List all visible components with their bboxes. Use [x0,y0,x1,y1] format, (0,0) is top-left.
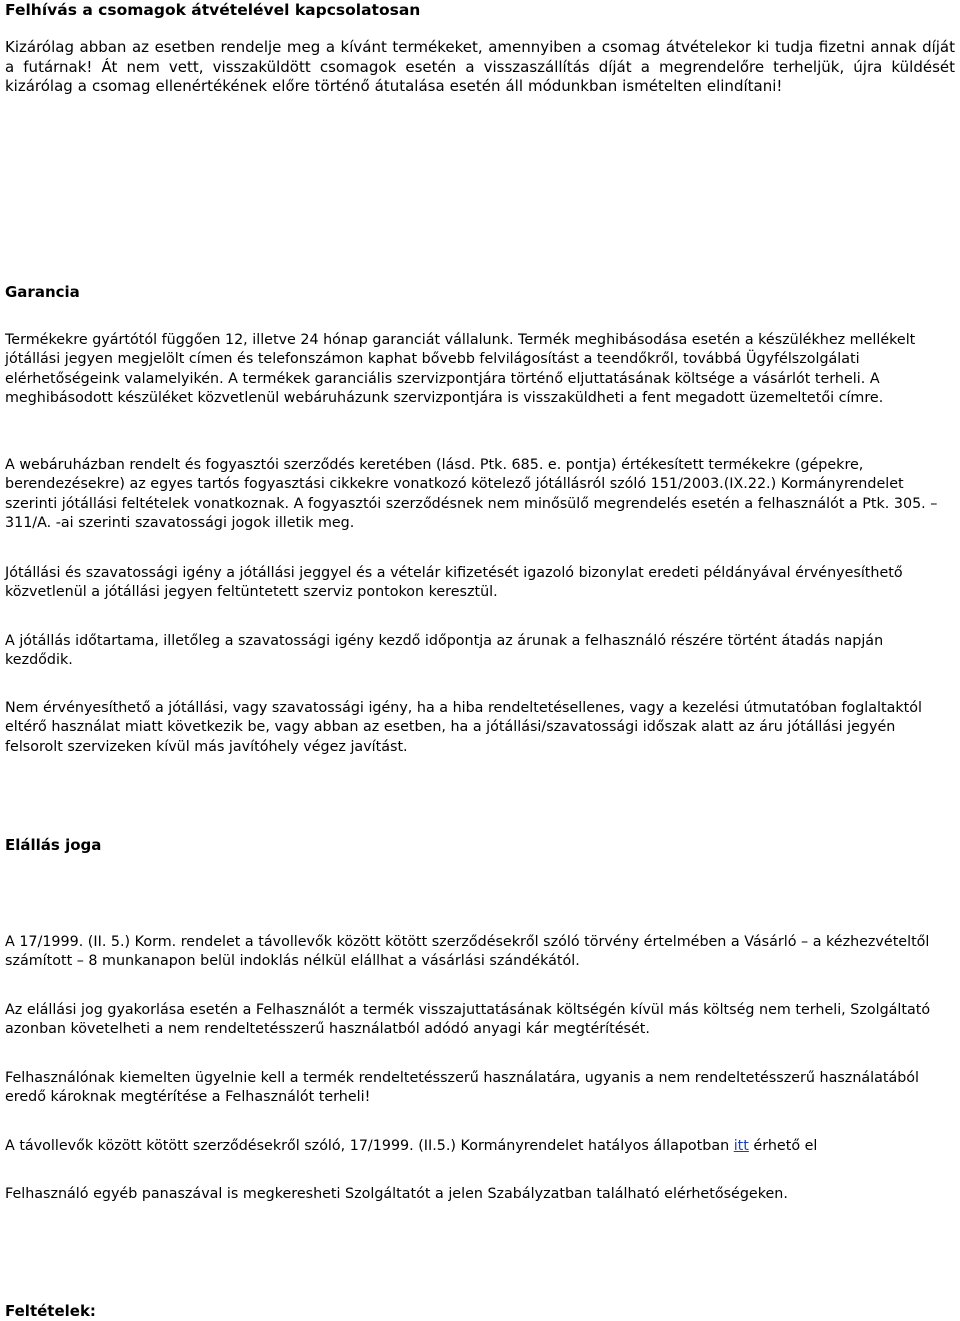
warranty-paragraph-1: Termékekre gyártótól függően 12, illetve 24 hónap garanciát vállalunk. Termék meghibásodása esetén a készülékhez mellékelt jótállási jegyen megjelölt címen és telefonszámon kaphat bővebb felvilágosítást a teendőkről, továbbá Ügyfélszolgálati elérhetőségeink valamelyikén. A termékek garanciális szervizpontjára történő eljuttatásának költsége a vásárlót terheli. A meghibásodott készüléket közvetlenül webáruházunk szervizpontjára is visszaküldheti a fent megadott üzemeltetői címre. [5,332,916,407]
pickup-heading: Felhívás a csomagok átvételével kapcsolatosan [5,1,421,19]
withdrawal-paragraph-4 [5,1137,955,1156]
warranty-heading: Garancia [5,283,80,301]
withdrawal-heading: Elállás joga [5,836,102,854]
withdrawal-paragraph-4-text-after: érhető el [748,1138,818,1154]
warranty-paragraph-3: Jótállási és szavatossági igény a jótállási jeggyel és a vételár kifizetését igazoló bizonylat eredeti példányával érvényesíthető közvetlenül a jótállási jegyen feltüntetett szerviz pontokon keresztül. [5,565,903,601]
warranty-paragraph-4: A jótállás időtartama, illetőleg a szavatossági igény kezdő időpontja az árunak a felhasználó részére történt átadás napján kezdődik. [5,633,884,669]
warranty-paragraph-5: Nem érvényesíthető a jótállási, vagy szavatossági igény, ha a hiba rendeltetésellenes, vagy a kezelési útmutatóban foglaltaktól eltérő használat miatt következik be, vagy abban az esetben, ha a jótállási/szavatossági időszak alatt az áru jótállási jegyén felsorolt szervizeken kívül más javítóhely végez javítást. [5,700,922,755]
decree-link[interactable]: itt [733,1138,749,1154]
withdrawal-paragraph-3: Felhasználónak kiemelten ügyelnie kell a termék rendeltetésszerű használatára, ugyanis a nem rendeltetésszerű használatából eredő károknak megtérítése a Felhasználót terheli! [5,1070,920,1106]
pickup-paragraph: Kizárólag abban az esetben rendelje meg a kívánt termékeket, amennyiben a csomag átvételekor ki tudja fizetni annak díját a futárnak! Át nem vett, visszaküldött csomagok esetén a visszaszállítás díját a megrendelőre terheljük, újra küldését kizárólag a csomag ellenértékének előre történő átutalása esetén áll módunkban ismételten elindítani! [5,38,955,95]
terms-heading: Feltételek: [5,1302,96,1320]
withdrawal-paragraph-1: A 17/1999. (II. 5.) Korm. rendelet a távollevők között kötött szerződésekről szóló törvény értelmében a Vásárló – a kézhezvételtől számított – 8 munkanapon belül indoklás nélkül elállhat a vásárlási szándékától. [5,934,930,970]
warranty-paragraph-2: A webáruházban rendelt és fogyasztói szerződés keretében (lásd. Ptk. 685. e. pontja) értékesített termékekre (gépekre, berendezésekre) az egyes tartós fogyasztási cikkekre vonatkozó kötelező jótállásról szóló 151/2003.(IX.22.) Kormányrendelet szerinti jótállási feltételek vonatkoznak. A fogyasztói szerződésnek nem minősülő megrendelés esetén a felhasználót a Ptk. 305. – 311/A. -ai szerinti szavatossági jogok illetik meg. [5,457,938,532]
withdrawal-paragraph-4-text-before: A távollevők között kötött szerződésekről szóló, 17/1999. (II.5.) Kormányrendelet hatályos állapotban [5,1138,734,1154]
withdrawal-paragraph-2: Az elállási jog gyakorlása esetén a Felhasználót a termék visszajuttatásának költségén kívül más költség nem terheli, Szolgáltató azonban követelheti a nem rendeltetésszerű használatból adódó anyagi kár megtérítését. [5,1002,931,1038]
withdrawal-paragraph-5: Felhasználó egyéb panaszával is megkeresheti Szolgáltatót a jelen Szabályzatban található elérhetőségeken. [5,1186,788,1202]
